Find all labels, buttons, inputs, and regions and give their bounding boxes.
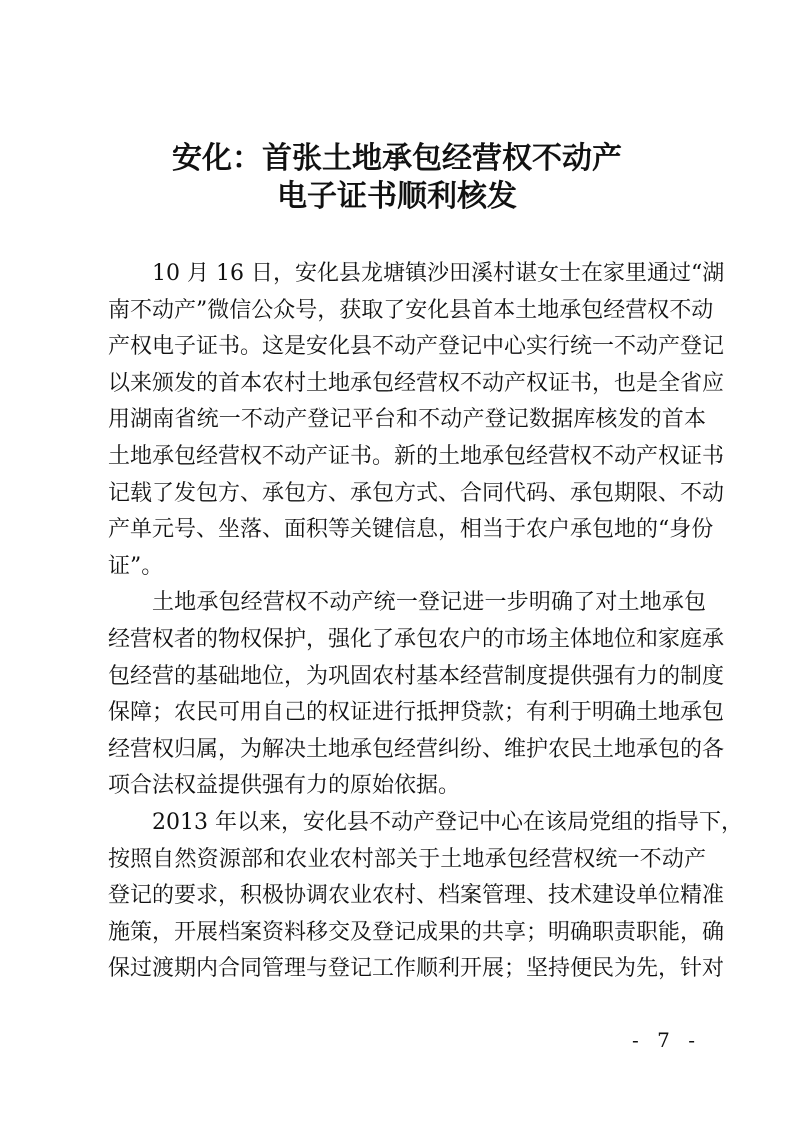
paragraph-line: 包经营的基础地位，为巩固农村基本经营制度提供强有力的制度 bbox=[108, 663, 725, 689]
paragraph-line: 保障；农民可用自己的权证进行抵押贷款；有利于明确土地承包 bbox=[108, 700, 725, 726]
document-body bbox=[108, 256, 743, 988]
paragraph-line: 土地承包经营权不动产证书。新的土地承包经营权不动产权证书 bbox=[108, 443, 725, 469]
paragraph-line: 产权电子证书。这是安化县不动产登记中心实行统一不动产登记 bbox=[108, 334, 725, 360]
paragraph-line: 记载了发包方、承包方、承包方式、合同代码、承包期限、不动 bbox=[108, 480, 725, 506]
document-title-line-2: 电子证书顺利核发 bbox=[277, 179, 517, 214]
paragraph-line: 施策，开展档案资料移交及登记成果的共享；明确职责职能，确 bbox=[108, 919, 725, 945]
paragraph-line: 2013 年以来，安化县不动产登记中心在该局党组的指导下， bbox=[152, 809, 743, 835]
paragraph-line: 以来颁发的首本农村土地承包经营权不动产权证书，也是全省应 bbox=[108, 370, 725, 396]
paragraph-line: 项合法权益提供强有力的原始依据。 bbox=[108, 773, 461, 799]
paragraph-line: 登记的要求，积极协调农业农村、档案管理、技术建设单位精准 bbox=[108, 883, 725, 909]
paragraph-line: 按照自然资源部和农业农村部关于土地承包经营权统一不动产 bbox=[108, 846, 706, 872]
page-number: - 7 - bbox=[632, 1028, 701, 1052]
paragraph-line: 用湖南省统一不动产登记平台和不动产登记数据库核发的首本 bbox=[108, 407, 706, 433]
paragraph-line: 土地承包经营权不动产统一登记进一步明确了对土地承包 bbox=[152, 590, 706, 616]
paragraph-line: 南不动产”微信公众号，获取了安化县首本土地承包经营权不动 bbox=[108, 297, 714, 323]
paragraph bbox=[108, 805, 743, 988]
paragraph bbox=[108, 256, 725, 585]
paragraph-line: 10 月 16 日，安化县龙塘镇沙田溪村谌女士在家里通过“湖 bbox=[152, 261, 725, 286]
paragraph-line: 经营权归属，为解决土地承包经营纠纷、维护农民土地承包的各 bbox=[108, 736, 725, 762]
paragraph-line: 经营权者的物权保护，强化了承包农户的市场主体地位和家庭承 bbox=[108, 626, 725, 652]
document-title-line-1: 安化：首张土地承包经营权不动产 bbox=[172, 141, 622, 176]
paragraph-line: 证”。 bbox=[108, 553, 164, 579]
paragraph bbox=[108, 585, 725, 805]
paragraph-line: 保过渡期内合同管理与登记工作顺利开展；坚持便民为先，针对 bbox=[108, 956, 725, 982]
paragraph-line: 产单元号、坐落、面积等关键信息，相当于农户承包地的“身份 bbox=[108, 517, 714, 543]
